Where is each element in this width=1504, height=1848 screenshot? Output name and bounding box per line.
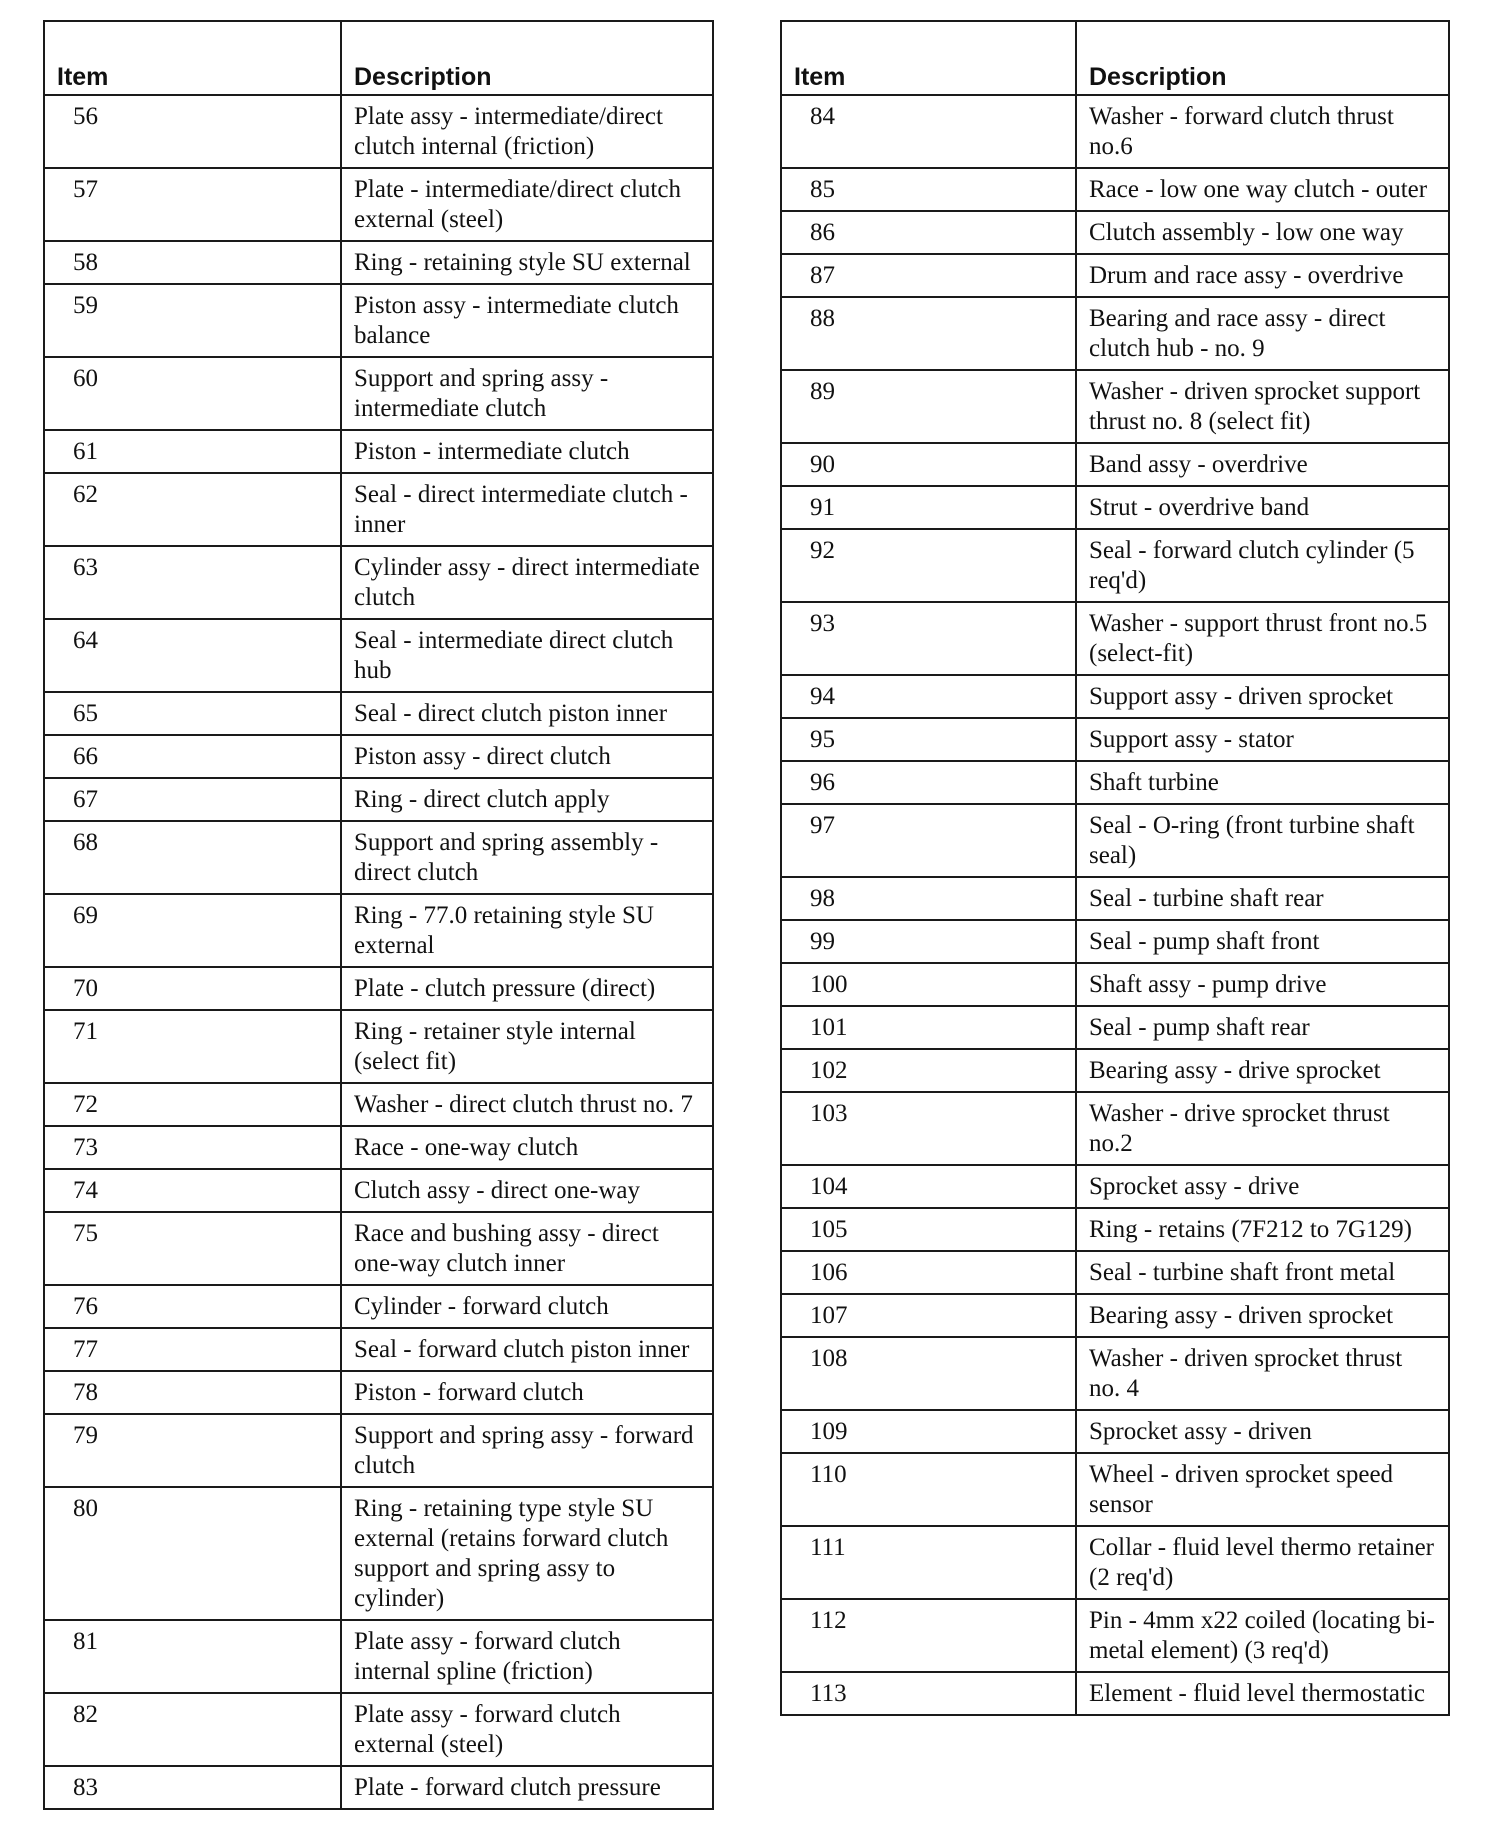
table-header-row: [781, 21, 1449, 95]
table-row: [781, 602, 1449, 675]
item-number-cell: 110: [781, 1453, 1076, 1526]
item-number-cell: 58: [44, 241, 341, 284]
item-number-cell: 70: [44, 967, 341, 1010]
item-number-cell: 85: [781, 168, 1076, 211]
table-row: [781, 675, 1449, 718]
table-row: [781, 1599, 1449, 1672]
description-cell: Support and spring assembly - direct clutch: [341, 821, 713, 894]
description-cell: Sprocket assy - drive: [1076, 1165, 1449, 1208]
item-number-cell: 63: [44, 546, 341, 619]
item-number-cell: 90: [781, 443, 1076, 486]
description-cell: Race - one-way clutch: [341, 1126, 713, 1169]
table-row: [44, 1414, 713, 1487]
table-row: [44, 1328, 713, 1371]
item-number-cell: 87: [781, 254, 1076, 297]
table-row: [44, 1693, 713, 1766]
table-row: [44, 1487, 713, 1620]
description-cell: Plate - clutch pressure (direct): [341, 967, 713, 1010]
description-column-header: Description: [1076, 21, 1449, 95]
item-number-cell: 99: [781, 920, 1076, 963]
table-row: [44, 95, 713, 168]
description-cell: Shaft assy - pump drive: [1076, 963, 1449, 1006]
table-row: [44, 821, 713, 894]
item-number-cell: 96: [781, 761, 1076, 804]
table-row: [781, 1410, 1449, 1453]
table-row: [44, 241, 713, 284]
item-number-cell: 78: [44, 1371, 341, 1414]
table-row: [781, 877, 1449, 920]
description-cell: Ring - 77.0 retaining style SU external: [341, 894, 713, 967]
item-number-cell: 82: [44, 1693, 341, 1766]
table-row: [44, 357, 713, 430]
table-row: [781, 1049, 1449, 1092]
description-cell: Ring - direct clutch apply: [341, 778, 713, 821]
item-number-cell: 65: [44, 692, 341, 735]
item-number-cell: 88: [781, 297, 1076, 370]
table-row: [44, 546, 713, 619]
item-number-cell: 86: [781, 211, 1076, 254]
item-number-cell: 76: [44, 1285, 341, 1328]
description-cell: Plate assy - forward clutch internal spline (friction): [341, 1620, 713, 1693]
description-cell: Ring - retains (7F212 to 7G129): [1076, 1208, 1449, 1251]
table-row: [44, 430, 713, 473]
description-cell: Plate - forward clutch pressure: [341, 1766, 713, 1809]
table-row: [781, 254, 1449, 297]
description-cell: Bearing and race assy - direct clutch hub - no. 9: [1076, 297, 1449, 370]
item-number-cell: 98: [781, 877, 1076, 920]
item-number-cell: 68: [44, 821, 341, 894]
parts-table-body: [781, 95, 1449, 1715]
item-number-cell: 80: [44, 1487, 341, 1620]
description-cell: Strut - overdrive band: [1076, 486, 1449, 529]
description-cell: Seal - turbine shaft rear: [1076, 877, 1449, 920]
description-cell: Shaft turbine: [1076, 761, 1449, 804]
table-row: [781, 297, 1449, 370]
description-cell: Cylinder assy - direct intermediate clutch: [341, 546, 713, 619]
item-number-cell: 75: [44, 1212, 341, 1285]
description-cell: Seal - direct intermediate clutch - inner: [341, 473, 713, 546]
description-cell: Piston assy - direct clutch: [341, 735, 713, 778]
item-number-cell: 92: [781, 529, 1076, 602]
description-cell: Seal - intermediate direct clutch hub: [341, 619, 713, 692]
item-number-cell: 113: [781, 1672, 1076, 1715]
item-number-cell: 74: [44, 1169, 341, 1212]
item-number-cell: 60: [44, 357, 341, 430]
description-cell: Ring - retaining type style SU external (retains forward clutch support and spring assy to cylinder): [341, 1487, 713, 1620]
item-number-cell: 67: [44, 778, 341, 821]
description-cell: Washer - support thrust front no.5 (select-fit): [1076, 602, 1449, 675]
description-cell: Support assy - stator: [1076, 718, 1449, 761]
table-row: [44, 1285, 713, 1328]
parts-table-left: [43, 20, 714, 1810]
table-row: [44, 619, 713, 692]
item-number-cell: 111: [781, 1526, 1076, 1599]
description-cell: Seal - O-ring (front turbine shaft seal): [1076, 804, 1449, 877]
table-row: [781, 1337, 1449, 1410]
table-row: [44, 1126, 713, 1169]
item-number-cell: 64: [44, 619, 341, 692]
table-row: [781, 529, 1449, 602]
item-number-cell: 94: [781, 675, 1076, 718]
description-cell: Band assy - overdrive: [1076, 443, 1449, 486]
table-row: [781, 370, 1449, 443]
parts-table-body: [44, 95, 713, 1809]
item-number-cell: 77: [44, 1328, 341, 1371]
table-row: [781, 1672, 1449, 1715]
item-number-cell: 101: [781, 1006, 1076, 1049]
table-row: [781, 443, 1449, 486]
item-number-cell: 81: [44, 1620, 341, 1693]
table-row: [44, 284, 713, 357]
item-number-cell: 62: [44, 473, 341, 546]
table-row: [781, 804, 1449, 877]
description-cell: Clutch assy - direct one-way: [341, 1169, 713, 1212]
description-cell: Ring - retainer style internal (select fit): [341, 1010, 713, 1083]
table-row: [781, 1294, 1449, 1337]
table-row: [781, 1453, 1449, 1526]
item-number-cell: 106: [781, 1251, 1076, 1294]
item-number-cell: 97: [781, 804, 1076, 877]
item-number-cell: 61: [44, 430, 341, 473]
item-number-cell: 72: [44, 1083, 341, 1126]
table-row: [44, 473, 713, 546]
table-row: [781, 718, 1449, 761]
item-number-cell: 84: [781, 95, 1076, 168]
description-cell: Seal - direct clutch piston inner: [341, 692, 713, 735]
table-row: [781, 1251, 1449, 1294]
description-cell: Bearing assy - drive sprocket: [1076, 1049, 1449, 1092]
table-row: [44, 735, 713, 778]
description-cell: Washer - driven sprocket thrust no. 4: [1076, 1337, 1449, 1410]
description-cell: Sprocket assy - driven: [1076, 1410, 1449, 1453]
table-row: [44, 1371, 713, 1414]
description-cell: Washer - direct clutch thrust no. 7: [341, 1083, 713, 1126]
item-number-cell: 108: [781, 1337, 1076, 1410]
table-row: [781, 1526, 1449, 1599]
table-header-row: [44, 21, 713, 95]
description-cell: Drum and race assy - overdrive: [1076, 254, 1449, 297]
table-row: [44, 778, 713, 821]
item-number-cell: 112: [781, 1599, 1076, 1672]
description-cell: Seal - forward clutch cylinder (5 req'd): [1076, 529, 1449, 602]
table-row: [781, 1092, 1449, 1165]
description-cell: Washer - driven sprocket support thrust no. 8 (select fit): [1076, 370, 1449, 443]
table-row: [44, 1169, 713, 1212]
description-cell: Piston - forward clutch: [341, 1371, 713, 1414]
table-row: [44, 894, 713, 967]
table-row: [781, 95, 1449, 168]
table-row: [44, 1620, 713, 1693]
item-number-cell: 109: [781, 1410, 1076, 1453]
item-number-cell: 93: [781, 602, 1076, 675]
table-row: [781, 211, 1449, 254]
table-row: [44, 1766, 713, 1809]
description-cell: Seal - pump shaft rear: [1076, 1006, 1449, 1049]
parts-table-right: [780, 20, 1450, 1716]
item-column-header: Item: [44, 21, 341, 95]
table-row: [44, 1083, 713, 1126]
description-cell: Washer - forward clutch thrust no.6: [1076, 95, 1449, 168]
description-cell: Seal - forward clutch piston inner: [341, 1328, 713, 1371]
description-cell: Bearing assy - driven sprocket: [1076, 1294, 1449, 1337]
item-number-cell: 107: [781, 1294, 1076, 1337]
item-number-cell: 71: [44, 1010, 341, 1083]
table-row: [44, 1010, 713, 1083]
description-cell: Seal - pump shaft front: [1076, 920, 1449, 963]
table-row: [781, 1006, 1449, 1049]
table-row: [781, 1208, 1449, 1251]
description-cell: Collar - fluid level thermo retainer (2 req'd): [1076, 1526, 1449, 1599]
item-number-cell: 103: [781, 1092, 1076, 1165]
item-number-cell: 73: [44, 1126, 341, 1169]
description-cell: Support assy - driven sprocket: [1076, 675, 1449, 718]
table-row: [781, 168, 1449, 211]
description-cell: Race and bushing assy - direct one-way clutch inner: [341, 1212, 713, 1285]
table-row: [781, 761, 1449, 804]
description-cell: Plate - intermediate/direct clutch external (steel): [341, 168, 713, 241]
description-column-header: Description: [341, 21, 713, 95]
item-number-cell: 102: [781, 1049, 1076, 1092]
table-row: [781, 920, 1449, 963]
table-row: [781, 486, 1449, 529]
item-number-cell: 89: [781, 370, 1076, 443]
item-number-cell: 59: [44, 284, 341, 357]
table-row: [781, 963, 1449, 1006]
description-cell: Clutch assembly - low one way: [1076, 211, 1449, 254]
item-number-cell: 91: [781, 486, 1076, 529]
description-cell: Element - fluid level thermostatic: [1076, 1672, 1449, 1715]
description-cell: Pin - 4mm x22 coiled (locating bi-metal element) (3 req'd): [1076, 1599, 1449, 1672]
table-row: [44, 692, 713, 735]
item-number-cell: 57: [44, 168, 341, 241]
table-row: [781, 1165, 1449, 1208]
item-number-cell: 83: [44, 1766, 341, 1809]
table-row: [44, 967, 713, 1010]
description-cell: Piston - intermediate clutch: [341, 430, 713, 473]
item-number-cell: 104: [781, 1165, 1076, 1208]
description-cell: Cylinder - forward clutch: [341, 1285, 713, 1328]
description-cell: Ring - retaining style SU external: [341, 241, 713, 284]
description-cell: Wheel - driven sprocket speed sensor: [1076, 1453, 1449, 1526]
description-cell: Washer - drive sprocket thrust no.2: [1076, 1092, 1449, 1165]
description-cell: Support and spring assy - intermediate clutch: [341, 357, 713, 430]
item-number-cell: 100: [781, 963, 1076, 1006]
description-cell: Plate assy - intermediate/direct clutch internal (friction): [341, 95, 713, 168]
item-number-cell: 79: [44, 1414, 341, 1487]
description-cell: Race - low one way clutch - outer: [1076, 168, 1449, 211]
item-number-cell: 66: [44, 735, 341, 778]
description-cell: Piston assy - intermediate clutch balance: [341, 284, 713, 357]
description-cell: Seal - turbine shaft front metal: [1076, 1251, 1449, 1294]
item-number-cell: 95: [781, 718, 1076, 761]
description-cell: Plate assy - forward clutch external (steel): [341, 1693, 713, 1766]
item-number-cell: 69: [44, 894, 341, 967]
item-column-header: Item: [781, 21, 1076, 95]
table-row: [44, 1212, 713, 1285]
table-row: [44, 168, 713, 241]
item-number-cell: 56: [44, 95, 341, 168]
description-cell: Support and spring assy - forward clutch: [341, 1414, 713, 1487]
item-number-cell: 105: [781, 1208, 1076, 1251]
